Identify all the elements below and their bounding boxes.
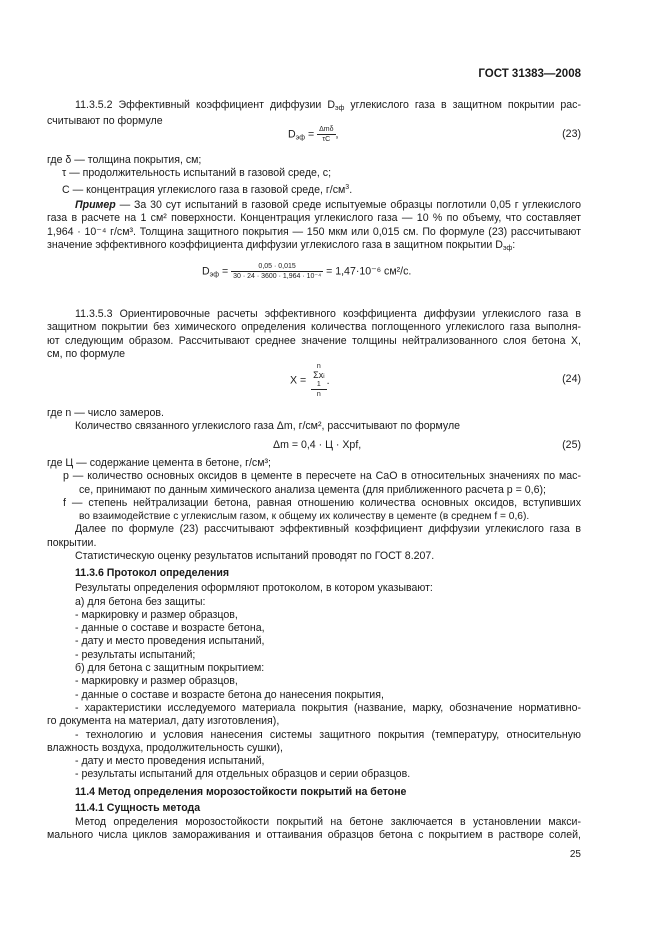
eq-number-25: (25): [562, 439, 581, 451]
formula-23: $D_{эф}$ = $\frac{\text{Δmδ}}{\tau C}$ ,: [288, 126, 339, 143]
formula-24: X = n Σxi 1 n .: [290, 363, 330, 398]
formula-25: Δm = 0,4 · Ц · Xpf,: [273, 439, 362, 451]
example-block: Пример — За 30 сут испытаний в газовой среде испытуемые образцы поглотили 0,05 г углекислого газа в расчете на 1 см² поверхности. Концентрация углекислого газа — 10 % по объему, что составляет 1,964 · 10⁻⁴ г/см³. Толщина защитного покрытия — 150 мкм или 0,015 см. По формуле (23) рассчитывают значение эффективного коэффициента диффузии углекислого газа в защитном покрытии $D_{эф}$:: [47, 199, 581, 252]
list-item: - маркировку и размер образцов,: [75, 608, 238, 621]
where-list-25: где Ц — содержание цемента в бетоне, г/см³; p — количество основных оксидов в цементе в пересчете на CaO в относительных значениях по мас- се, принимают по данным химического анализа цемента (для приближенного расчета p = 0,6); f — степень нейтрализации бетона, равная отношению количества основных оксидов, вступивших во взаимодействие с углекислым газом, к общему их количеству в цементе (в среднем f = 0,6). Далее по формуле (23) рассчитывают эффективный коэффициент диффузии углекислого газа в покрытии. Статистическую оценку результатов испытаний проводят по ГОСТ 8.207.: [47, 457, 581, 563]
list-item: - результаты испытаний для отдельных образцов и серии образцов.: [75, 768, 411, 781]
page-number: 25: [569, 849, 581, 860]
section-title: 11.4 Метод определения морозостойкости покрытий на бетоне: [75, 786, 407, 798]
subsection-title: 11.4.1 Сущность метода: [75, 802, 201, 815]
section-title: 11.3.6 Протокол определения: [75, 567, 230, 579]
list-item: - данные о составе и возрасте бетона до нанесения покрытия,: [75, 688, 384, 701]
section-1136: 11.3.6 Протокол определения Результаты определения оформляют протоколом, в котором указывают: а) для бетона без защиты: - маркировку и размер образцов, - данные о составе и возрасте бетона, - дату и место проведения испытаний, - результаты испытаний; б) для бетона с защитным покрытием: - маркировку и размер образцов, - данные о составе и возрасте бетона до нанесения покрытия, - характеристики исследуемого материала покрытия (название, марку, обозначение нормативно- го документа на материал, дату изготовления), - технологию и условия нанесения системы защитного покрытия (температуру, относительную влажность воздуха, продолжительность сушки), - дату и место проведения испытаний, - результаты испытаний для отдельных образцов и серии образцов.: [47, 567, 581, 781]
list-item: - данные о составе и возрасте бетона,: [75, 622, 265, 635]
para-11353: 11.3.5.3 Ориентировочные расчеты эффективного коэффициента диффузии углекислого газа в защитном покрытии без химического определения количества поглощенного углекислого газа выполня- ют следующим образом. Рассчитывают среднее значение толщины нейтрализованного слоя бетона X, см, по формуле: [47, 308, 581, 360]
eq-number-24: (24): [562, 373, 581, 385]
list-item: - дату и место проведения испытаний,: [75, 635, 265, 648]
list-item: - характеристики исследуемого материала покрытия (название, марку, обозначение нормативно-: [75, 701, 581, 714]
list-item: - результаты испытаний;: [75, 648, 196, 661]
list-item: - технологию и условия нанесения системы защитного покрытия (температуру, относительную: [75, 728, 581, 741]
doc-code: ГОСТ 31383—2008: [478, 68, 581, 80]
where-n: где n — число замеров.: [47, 407, 164, 419]
where-list-23: где δ — толщина покрытия, см; τ — продолжительность испытаний в газовой среде, с; C — концентрация углекислого газа в газовой среде, $г/см^3$.: [47, 154, 353, 196]
example-formula: $D_{эф}$ = $\frac{0,05 \cdot 0,015}{\text{30 · 24 · 3600 · 1,964 · 10⁻⁴}}$ = 1,47·10⁻⁶ см²/с.: [202, 263, 412, 280]
co2-amount-text: Количество связанного углекислого газа Δm, г/см², рассчитывают по формуле: [75, 420, 461, 432]
eq-number-23: (23): [562, 128, 581, 140]
section-114: 11.4 Метод определения морозостойкости покрытий на бетоне 11.4.1 Сущность метода Метод определения морозостойкости покрытий на бетоне заключается в установлении макси- мального числа циклов замораживания и оттаивания образцов бетона с покрытием в растворе солей,: [47, 786, 581, 841]
para-11352: 11.3.5.2 Эффективный коэффициент диффузии $D_{эф}$ углекислого газа в защитном покрытии рас- считывают по формуле: [47, 99, 581, 128]
list-item: - маркировку и размер образцов,: [75, 675, 238, 688]
list-item: - дату и место проведения испытаний,: [75, 755, 265, 768]
